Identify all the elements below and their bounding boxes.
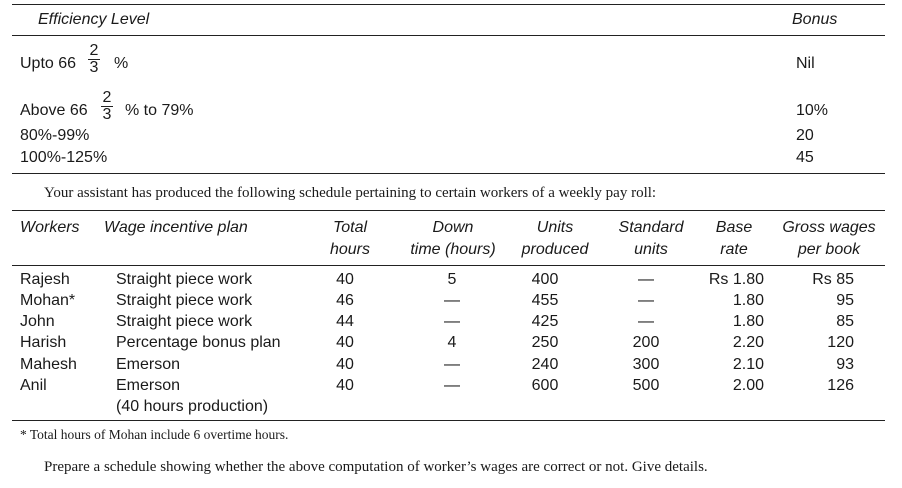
cell-base-rate: 1.80 [732, 292, 764, 309]
cell-standard-units: 200 [632, 334, 660, 351]
cell-down-time: — [444, 292, 460, 309]
bonus-row-label-suffix: % to 79% [125, 102, 194, 119]
fraction-two-thirds [87, 43, 101, 76]
cell-total-hours: 44 [336, 313, 354, 330]
wage-table-top-rule [12, 210, 885, 211]
cell-total-hours: 46 [336, 292, 354, 309]
bonus-row-value: Nil [796, 55, 815, 72]
cell-plan: Straight piece work [116, 292, 253, 309]
header-base-rate: Base rate [715, 219, 753, 258]
question-text: Prepare a schedule showing whether the above computation of worker’s wages are correct or not. Give details. [44, 459, 708, 475]
cell-worker: Mahesh [20, 356, 77, 373]
cell-down-time: — [444, 377, 460, 394]
cell-base-rate: 2.00 [732, 377, 764, 394]
bonus-row-label: 80%-99% [20, 127, 90, 144]
cell-down-time: 4 [447, 334, 457, 351]
cell-gross-wages: 126 [827, 377, 854, 394]
cell-down-time: — [444, 356, 460, 373]
header-standard-units: Standard units [618, 219, 684, 258]
bonus-table-header-rule [12, 35, 885, 36]
cell-gross-wages: 93 [836, 356, 854, 373]
wage-table-bottom-rule [12, 420, 885, 421]
cell-units-produced: 250 [531, 334, 559, 351]
bonus-table-top-rule [12, 4, 885, 5]
fraction-denominator: 3 [89, 59, 99, 76]
cell-down-time: — [444, 313, 460, 330]
cell-standard-units: — [638, 313, 654, 330]
bonus-row-value: 20 [796, 127, 814, 144]
header-total-hours: Total hours [329, 219, 371, 258]
bonus-row-label: 100%-125% [20, 149, 108, 166]
cell-base-rate: Rs 1.80 [708, 271, 764, 288]
cell-units-produced: 240 [531, 356, 559, 373]
bonus-row-label: Upto 66 [20, 55, 77, 72]
cell-standard-units: 300 [632, 356, 660, 373]
cell-total-hours: 40 [336, 356, 354, 373]
cell-worker: Rajesh [20, 271, 70, 288]
header-down-time: Down time (hours) [410, 219, 496, 258]
wage-table-header-rule [12, 265, 885, 266]
fraction-numerator: 2 [102, 89, 112, 106]
header-units-produced: Units produced [521, 219, 589, 258]
bonus-header-efficiency-level: Efficiency Level [38, 11, 150, 28]
fraction-two-thirds [100, 90, 114, 123]
cell-worker: Harish [20, 334, 67, 351]
cell-units-produced: 425 [531, 313, 559, 330]
cell-worker: John [20, 313, 55, 330]
cell-base-rate: 2.10 [732, 356, 764, 373]
cell-worker: Mohan* [20, 292, 76, 309]
fraction-numerator: 2 [89, 42, 99, 59]
cell-standard-units: 500 [632, 377, 660, 394]
intro-text: Your assistant has produced the following schedule pertaining to certain workers of a weekly pay roll: [44, 185, 657, 201]
cell-plan: Percentage bonus plan [116, 334, 281, 351]
bonus-row-label-suffix: % [114, 55, 129, 72]
cell-worker: Anil [20, 377, 47, 394]
bonus-row-value: 10% [796, 102, 829, 119]
bonus-row-value: 45 [796, 149, 814, 166]
header-workers: Workers [20, 219, 80, 236]
header-wage-incentive-plan: Wage incentive plan [104, 219, 248, 236]
cell-units-produced: 600 [531, 377, 559, 394]
cell-base-rate: 2.20 [732, 334, 764, 351]
cell-plan: Straight piece work [116, 271, 253, 288]
cell-plan: Emerson [116, 356, 181, 373]
bonus-table-bottom-rule [12, 173, 885, 174]
cell-units-produced: 400 [531, 271, 559, 288]
cell-units-produced: 455 [531, 292, 559, 309]
cell-gross-wages: 85 [836, 313, 854, 330]
header-gross-wages: Gross wages per book [782, 219, 876, 258]
cell-total-hours: 40 [336, 271, 354, 288]
bonus-header-bonus: Bonus [792, 11, 838, 28]
bonus-row-label: Above 66 [20, 102, 88, 119]
cell-plan: Emerson [116, 377, 181, 394]
fraction-denominator: 3 [102, 106, 112, 123]
cell-gross-wages: 95 [836, 292, 854, 309]
cell-total-hours: 40 [336, 334, 354, 351]
cell-standard-units: — [638, 292, 654, 309]
cell-plan: Straight piece work [116, 313, 253, 330]
cell-gross-wages: 120 [827, 334, 854, 351]
cell-total-hours: 40 [336, 377, 354, 394]
cell-standard-units: — [638, 271, 654, 288]
cell-down-time: 5 [447, 271, 457, 288]
cell-gross-wages: Rs 85 [812, 271, 854, 288]
cell-base-rate: 1.80 [732, 313, 764, 330]
cell-plan-note: (40 hours production) [116, 398, 269, 415]
footnote: * Total hours of Mohan include 6 overtime hours. [20, 427, 289, 442]
